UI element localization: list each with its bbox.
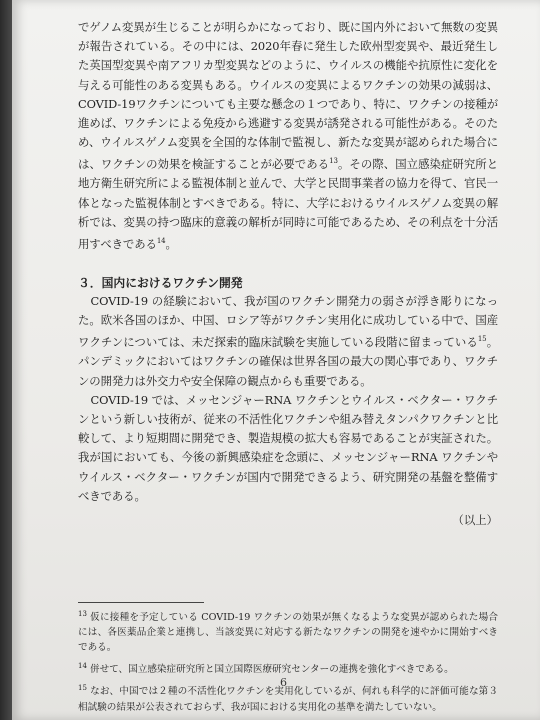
paragraph-vaccine-development: COVID-19 の経験において、我が国のワクチン開発力の弱さが浮き彫りになった。欧米各国のほか、中国、ロシア等がワクチン実用化に成功している中で、国産ワクチンについては、未だ探索的臨床試験を実施している段階に留まっている$^{15}$。パンデミックにおいてはワクチンの確保は世界各国の最大の関心事であり、ワクチンの開発力は外交力や安全保障の観点からも重要である。 [78, 294, 498, 388]
paragraph-genome-mutation: でゲノム変異が生じることが明らかになっており、既に国内外において無数の変異が報告されている。その中には、2020年春に発生した欧州型変異や、最近発生した英国型変異や南アフリカ型変異などのように、ウイルスの機能や抗原性に変化を与える可能性のある変異もある。ウイルスの変異によるワクチンの効果の減弱は、COVID-19ワクチンについても主要な懸念の１つであり、特に、ワクチンの接種が進めば、ワクチンによる免疫から逃避する変異が誘発される可能性がある。そのため、ウイルスゲノム変異を全国的な体制で監視し、新たな変異が認められた場合には、ワクチンの効果を検証することが必要である$^{13}$。その際、国立感染症研究所と地方衛生研究所による監視体制と並んで、大学と民間事業者の協力を得て、官民一体となった監視体制とすべきである。特に、大学におけるウイルスゲノム変異の解析では、変異の持つ臨床的意義の解析が同時に可能であるため、その利点を十分活用すべきである$^{14}$。 [78, 20, 499, 251]
section-heading: ３．国内におけるワクチン開発 [78, 276, 243, 291]
footnote-14: $^{14}$ 併せて、国立感染症研究所と国立国際医療研究センターの連携を強化すべきである。 [78, 662, 454, 676]
document-page [12, 0, 540, 720]
footnote-15: $^{15}$ なお、中国では２種の不活性化ワクチンを実用化しているが、何れも科学的に評価可能な第３相試験の結果が公表されておらず、我が国における実用化の基準を満たしていない。 [78, 684, 498, 713]
footnote-ref-13: 13 [329, 157, 338, 166]
footnote-divider [78, 602, 204, 603]
page-number: 6 [280, 676, 287, 689]
footnote-ref-14: 14 [156, 237, 166, 246]
paragraph-new-technologies: COVID-19 では、メッセンジャーRNA ワクチンとウイルス・ベクター・ワクチンという新しい技術が、従来の不活性化ワクチンや組み替えタンパクワクチンと比較して、より短期間に開発でき、製造規模の拡大も容易であることが実証された。我が国においても、今後の新興感染症を念頭に、メッセンジャーRNA ワクチンやウイルス・ベクター・ワクチンが国内で開発できるよう、研究開発の基盤を整備すべきである。 [78, 392, 498, 503]
document-content [78, 18, 498, 715]
closing-mark: （以上） [452, 513, 498, 528]
footnote-13: $^{13}$ 仮に接種を予定している COVID-19 ワクチンの効果が無くなるような変異が認められた場合には、各医薬品企業と連携し、当該変異に対応する新たなワクチンの開発を速やかに開始すべきである。 [78, 610, 498, 654]
footnote-ref-15: 15 [477, 335, 487, 344]
